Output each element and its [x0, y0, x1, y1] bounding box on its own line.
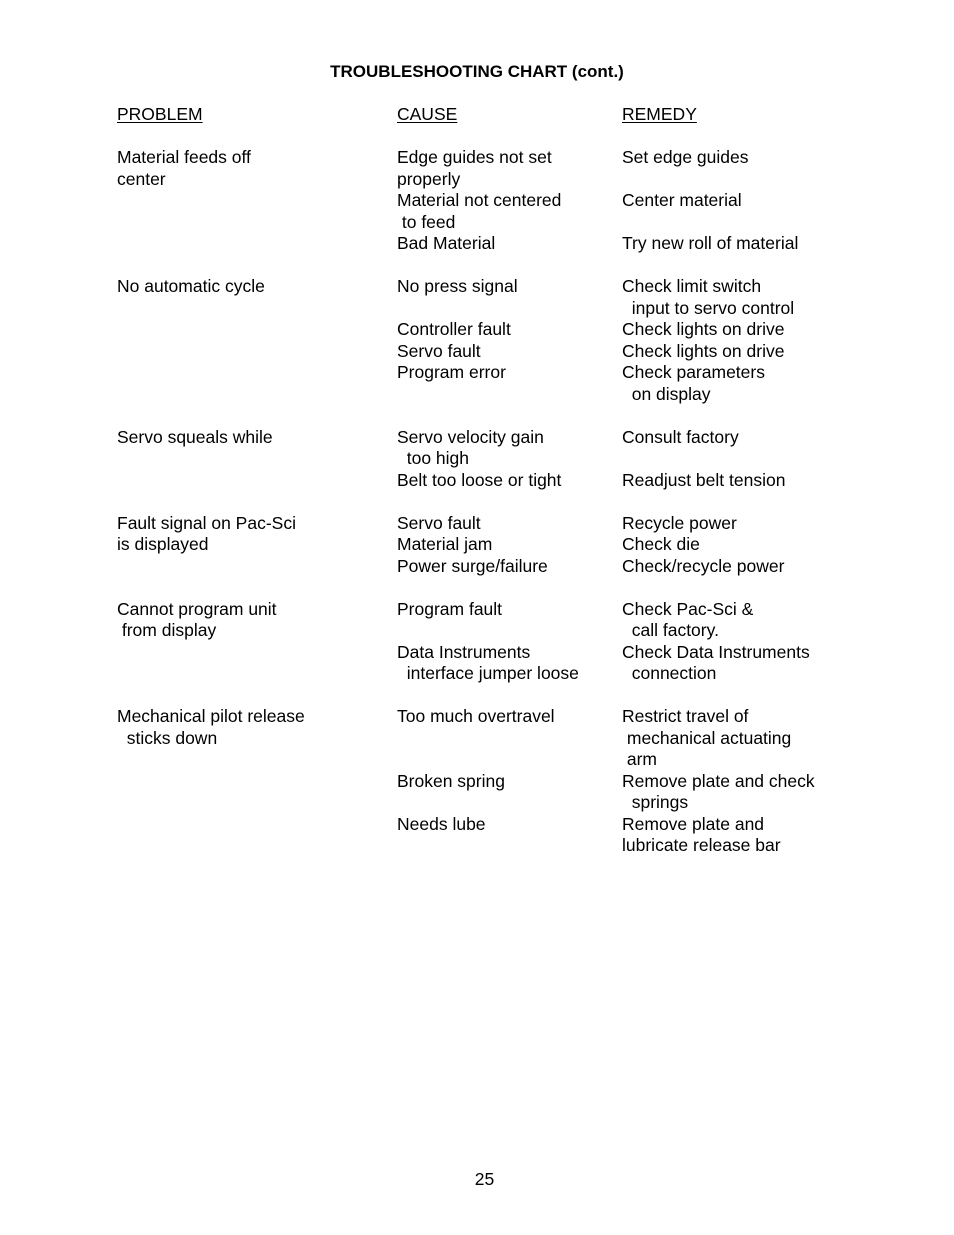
- cause-text: Power surge/failure: [397, 555, 548, 576]
- remedy-text: Remove plate and: [622, 813, 765, 834]
- remedy-text: Center material: [622, 190, 742, 210]
- page-number: 25: [474, 1169, 495, 1189]
- cause-text: Data Instruments: [397, 641, 531, 662]
- remedy-text: connection: [622, 663, 717, 683]
- cause-text: Servo velocity gain: [397, 426, 544, 447]
- cause-text: too high: [397, 448, 469, 468]
- remedy-column-header: REMEDY: [622, 104, 697, 124]
- cause-text: Program fault: [397, 598, 503, 619]
- problem-text: Fault signal on Pac-Sci: [117, 512, 296, 533]
- remedy-text: call factory.: [622, 620, 719, 640]
- remedy-text: Recycle power: [622, 512, 737, 533]
- problem-column-header: PROBLEM: [117, 104, 203, 124]
- problem-text: sticks down: [117, 727, 218, 748]
- cause-text: Material jam: [397, 534, 493, 554]
- problem-text: Material feeds off: [117, 147, 251, 167]
- remedy-text: Check die: [622, 534, 700, 554]
- remedy-text: Set edge guides: [622, 147, 749, 167]
- remedy-text: lubricate release bar: [622, 835, 781, 855]
- remedy-text: Check lights on drive: [622, 340, 785, 361]
- remedy-text: Check Pac-Sci &: [622, 598, 754, 619]
- problem-text: center: [117, 168, 166, 189]
- remedy-text: Remove plate and check: [622, 770, 815, 791]
- remedy-text: on display: [622, 383, 711, 404]
- remedy-text: Check/recycle power: [622, 555, 785, 576]
- remedy-text: Try new roll of material: [622, 233, 799, 253]
- cause-text: interface jumper loose: [397, 663, 579, 683]
- cause-text: Needs lube: [397, 813, 486, 834]
- cause-text: Controller fault: [397, 319, 511, 339]
- remedy-text: Check lights on drive: [622, 319, 785, 339]
- remedy-text: Consult factory: [622, 426, 739, 447]
- remedy-text: Check Data Instruments: [622, 641, 810, 662]
- cause-text: Bad Material: [397, 233, 496, 253]
- remedy-text: Readjust belt tension: [622, 469, 786, 490]
- remedy-text: arm: [622, 749, 657, 769]
- cause-text: Servo fault: [397, 340, 481, 361]
- remedy-text: springs: [622, 792, 689, 812]
- page-title: TROUBLESHOOTING CHART (cont.): [330, 62, 624, 81]
- remedy-text: Restrict travel of: [622, 706, 749, 726]
- cause-text: properly: [397, 168, 461, 189]
- cause-text: Servo fault: [397, 512, 481, 533]
- cause-text: No press signal: [397, 276, 518, 296]
- cause-text: Program error: [397, 362, 506, 382]
- problem-text: Servo squeals while: [117, 426, 273, 447]
- problem-text: Mechanical pilot release: [117, 706, 305, 726]
- problem-text: No automatic cycle: [117, 276, 265, 296]
- problem-text: from display: [117, 620, 217, 640]
- remedy-text: Check parameters: [622, 362, 765, 382]
- cause-text: Broken spring: [397, 770, 505, 791]
- cause-text: Edge guides not set: [397, 147, 552, 167]
- remedy-text: input to servo control: [622, 297, 795, 318]
- remedy-text: Check limit switch: [622, 276, 762, 296]
- cause-text: Belt too loose or tight: [397, 469, 562, 490]
- cause-text: to feed: [397, 211, 456, 232]
- remedy-text: mechanical actuating: [622, 727, 792, 748]
- problem-text: Cannot program unit: [117, 598, 277, 619]
- cause-text: Material not centered: [397, 190, 562, 210]
- cause-column-header: CAUSE: [397, 104, 458, 124]
- cause-text: Too much overtravel: [397, 706, 555, 726]
- problem-text: is displayed: [117, 534, 209, 554]
